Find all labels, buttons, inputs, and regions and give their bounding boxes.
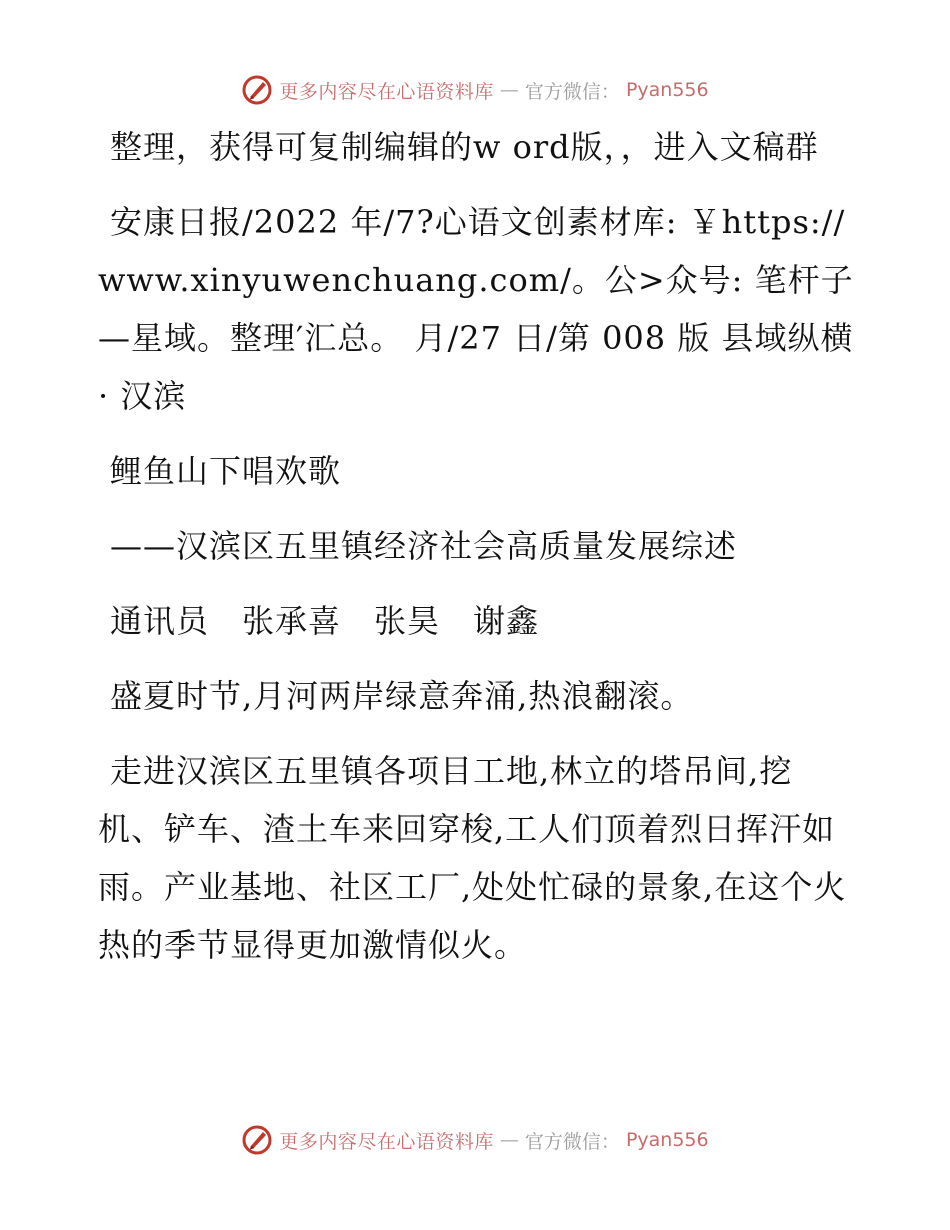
watermark-wechat-label: 官方微信：	[524, 80, 620, 103]
document-body	[98, 118, 858, 991]
watermark-header	[0, 70, 950, 110]
watermark-wechat-label: 官方微信：	[524, 1130, 620, 1153]
paragraph-source: 安康日报/2022 年/7?心语文创素材库: ￥https://www.xinyuwenchuang.com/。公>众号: 笔杆子—星域。整理′汇总。 月/27 日/第 008 版 县域纵横· 汉滨	[98, 203, 854, 415]
quill-pen-icon	[241, 74, 273, 106]
article-subtitle: ——汉滨区五里镇经济社会高质量发展综述	[110, 527, 738, 565]
paragraph-body-2: 走进汉滨区五里镇各项目工地,林立的塔吊间,挖机、铲车、渣土车来回穿梭,工人们顶着烈日挥汗如雨。产业基地、社区工厂,处处忙碌的景象,在这个火热的季节显得更加激情似火。	[98, 752, 847, 964]
watermark-separator: —	[499, 79, 519, 101]
watermark-text: 更多内容尽在心语资料库	[279, 1130, 494, 1153]
article-title: 鲤鱼山下唱欢歌	[110, 452, 342, 490]
article-byline: 通讯员 张承喜 张昊 谢鑫	[110, 602, 540, 640]
watermark-text: 更多内容尽在心语资料库	[279, 80, 494, 103]
watermark-wechat-id: Pyan556	[625, 79, 709, 101]
quill-pen-icon	[241, 1124, 273, 1156]
watermark-footer	[0, 1120, 950, 1160]
watermark-separator: —	[499, 1129, 519, 1151]
paragraph-body-1: 盛夏时节,月河两岸绿意奔涌,热浪翻滚。	[110, 677, 694, 715]
watermark-wechat-id: Pyan556	[625, 1129, 709, 1151]
paragraph-intro: 整理，获得可复制编辑的w ord版，，进入文稿群	[110, 128, 819, 166]
